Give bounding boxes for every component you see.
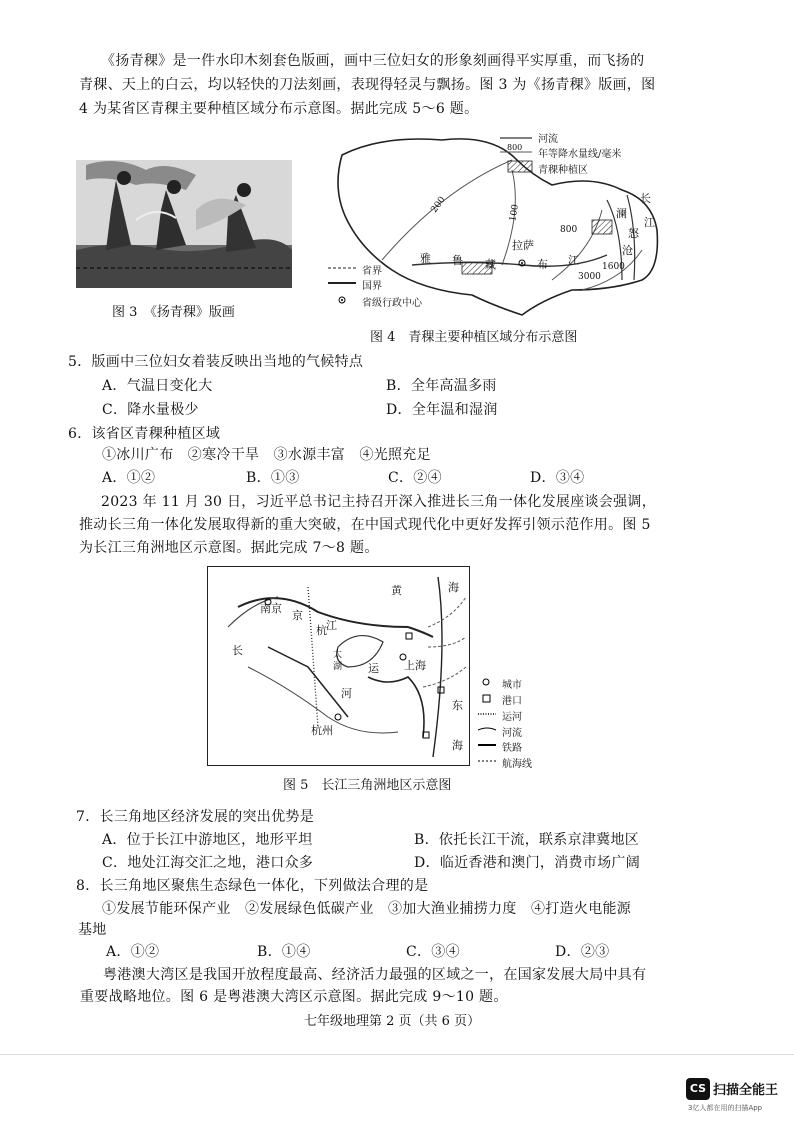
fig5-label-jing: 京: [292, 609, 303, 622]
fig4-label-bu: 布: [537, 258, 548, 271]
fig4-label-lan: 澜: [616, 207, 627, 220]
q8-option-a: A．①②: [106, 944, 160, 960]
fig5-label-chang: 长: [232, 644, 243, 657]
page-footer: 七年级地理第 2 页（共 6 页）: [304, 1014, 481, 1029]
fig5-label-hai: 海: [448, 581, 459, 594]
fig4-label-cang: 沧: [622, 244, 633, 257]
figure-5-caption: 图 5 长江三角洲地区示意图: [283, 778, 452, 793]
intro2-line2: 推动长三角一体化发展取得新的重大突破，在中国式现代化中更好发挥引领示范作用。图 5: [79, 517, 651, 533]
q6-stem: 6．该省区青稞种植区域: [68, 426, 221, 442]
intro1-line2: 青稞、天上的白云，均以轻快的刀法刻画，表现得轻灵与飘扬。图 3 为《扬青稞》版画，图: [79, 77, 656, 93]
fig4-legend-capital: 省级行政中心: [362, 298, 422, 309]
fig4-label-ya: 雅: [420, 252, 431, 265]
fig5-legend-port: 港口: [502, 696, 522, 707]
fig4-legend-barley: 青稞种植区: [538, 165, 588, 176]
q5-stem: 5．版画中三位妇女着装反映出当地的气候特点: [68, 354, 364, 370]
q7-option-d: D．临近香港和澳门，消费市场广阔: [414, 855, 641, 871]
intro2-line3: 为长江三角洲地区示意图。据此完成 7～8 题。: [79, 540, 379, 556]
fig5-label-he: 河: [341, 687, 352, 700]
figure-5-legend: [478, 674, 558, 770]
q5-option-c: C．降水量极少: [102, 402, 199, 418]
q8-items-cont: 基地: [78, 922, 107, 938]
fig5-label-tai: 太: [333, 650, 343, 660]
figure-3-caption: 图 3 《扬青稞》版画: [112, 305, 235, 320]
fig4-legend-isohyet: 年等降水量线/毫米: [538, 149, 622, 160]
page-bottom-divider: [0, 1054, 794, 1055]
fig4-label-100: 100: [508, 203, 522, 223]
q8-stem: 8．长三角地区聚焦生态绿色一体化，下列做法合理的是: [76, 878, 429, 894]
fig5-legend-river: 河流: [502, 728, 522, 739]
fig5-legend-canal: 运河: [502, 712, 522, 723]
fig5-label-hai2: 海: [452, 739, 463, 752]
figure-4-map: [322, 130, 664, 320]
fig4-legend-river: 河流: [538, 134, 558, 145]
figure-3-woodcut: [76, 150, 292, 288]
q6-option-b: B．①③: [246, 470, 300, 486]
fig5-legend-railway: 铁路: [502, 743, 522, 754]
q6-items: ①冰川广布 ②寒冷干旱 ③水源丰富 ④光照充足: [102, 447, 431, 463]
q5-option-d: D．全年温和湿润: [386, 402, 498, 418]
q7-stem: 7．长三角地区经济发展的突出优势是: [76, 809, 315, 825]
fig5-label-dong: 东: [452, 699, 463, 712]
intro3-line1: 粤港澳大湾区是我国开放程度最高、经济活力最强的区域之一，在国家发展大局中具有: [103, 967, 647, 983]
fig5-label-hang: 杭: [316, 624, 327, 637]
q6-option-a: A．①②: [102, 470, 156, 486]
fig5-legend-city: 城市: [502, 680, 522, 691]
fig4-label-1600: 1600: [602, 262, 625, 272]
fig4-label-800: 800: [560, 225, 578, 235]
fig5-label-hangzhou: 杭州: [311, 724, 333, 737]
fig4-legend-province-border: 省界: [362, 266, 382, 277]
intro1-line3: 4 为某省区青稞主要种植区域分布示意图。据此完成 5～6 题。: [79, 101, 479, 117]
intro1-line1: 《扬青稞》是一件水印木刻套色版画，画中三位妇女的形象刻画得平实厚重，而飞扬的: [101, 53, 645, 69]
fig4-label-jiang2: 江: [644, 216, 655, 229]
scanner-name: 扫描全能王: [713, 1083, 779, 1098]
fig4-label-chang: 长: [640, 192, 651, 205]
fig4-legend-national-border: 国界: [362, 281, 382, 292]
fig4-label-lu: 鲁: [452, 254, 463, 267]
fig5-label-nanjing: 南京: [260, 602, 282, 615]
q7-option-a: A．位于长江中游地区，地形平坦: [102, 832, 313, 848]
q8-option-c: C．③④: [406, 944, 460, 960]
intro2-line1: 2023 年 11 月 30 日，习近平总书记主持召开深入推进长三角一体化发展座谈会强调，: [101, 494, 657, 510]
q5-option-b: B．全年高温多雨: [386, 378, 497, 394]
fig4-label-3000: 3000: [578, 272, 601, 282]
fig4-label-zang: 藏: [485, 258, 496, 271]
intro3-line2: 重要战略地位。图 6 是粤港澳大湾区示意图。据此完成 9～10 题。: [80, 989, 508, 1005]
q5-option-a: A．气温日变化大: [102, 378, 213, 394]
q7-option-b: B．依托长江干流，联系京津冀地区: [414, 832, 640, 848]
figure-5-map: [207, 566, 470, 766]
q8-items: ①发展节能环保产业 ②发展绿色低碳产业 ③加大渔业捕捞力度 ④打造火电能源: [102, 901, 632, 917]
fig5-label-yun: 运: [368, 662, 379, 675]
scanner-tagline: 3亿人都在用的扫描App: [688, 1104, 763, 1112]
fig5-label-jiang: 江: [326, 619, 337, 632]
q7-option-c: C．地处江海交汇之地，港口众多: [102, 855, 314, 871]
scanner-logo-icon: CS: [686, 1078, 710, 1100]
fig5-label-shanghai: 上海: [404, 659, 426, 672]
fig5-label-hu: 湖: [333, 662, 343, 672]
fig5-legend-shipping: 航海线: [502, 759, 532, 770]
fig5-label-huang: 黄: [391, 584, 402, 597]
q8-option-b: B．①④: [257, 944, 311, 960]
q8-option-d: D．②③: [555, 944, 610, 960]
q6-option-d: D．③④: [530, 470, 585, 486]
figure-4-caption: 图 4 青稞主要种植区域分布示意图: [370, 330, 578, 345]
fig4-label-lasa: 拉萨: [512, 239, 534, 252]
fig4-legend-800: 800: [507, 143, 523, 152]
fig4-label-200: 200: [429, 195, 448, 215]
q6-option-c: C．②④: [388, 470, 442, 486]
fig4-label-nu: 怒: [628, 227, 639, 240]
fig4-label-jiang: 江: [568, 254, 579, 267]
